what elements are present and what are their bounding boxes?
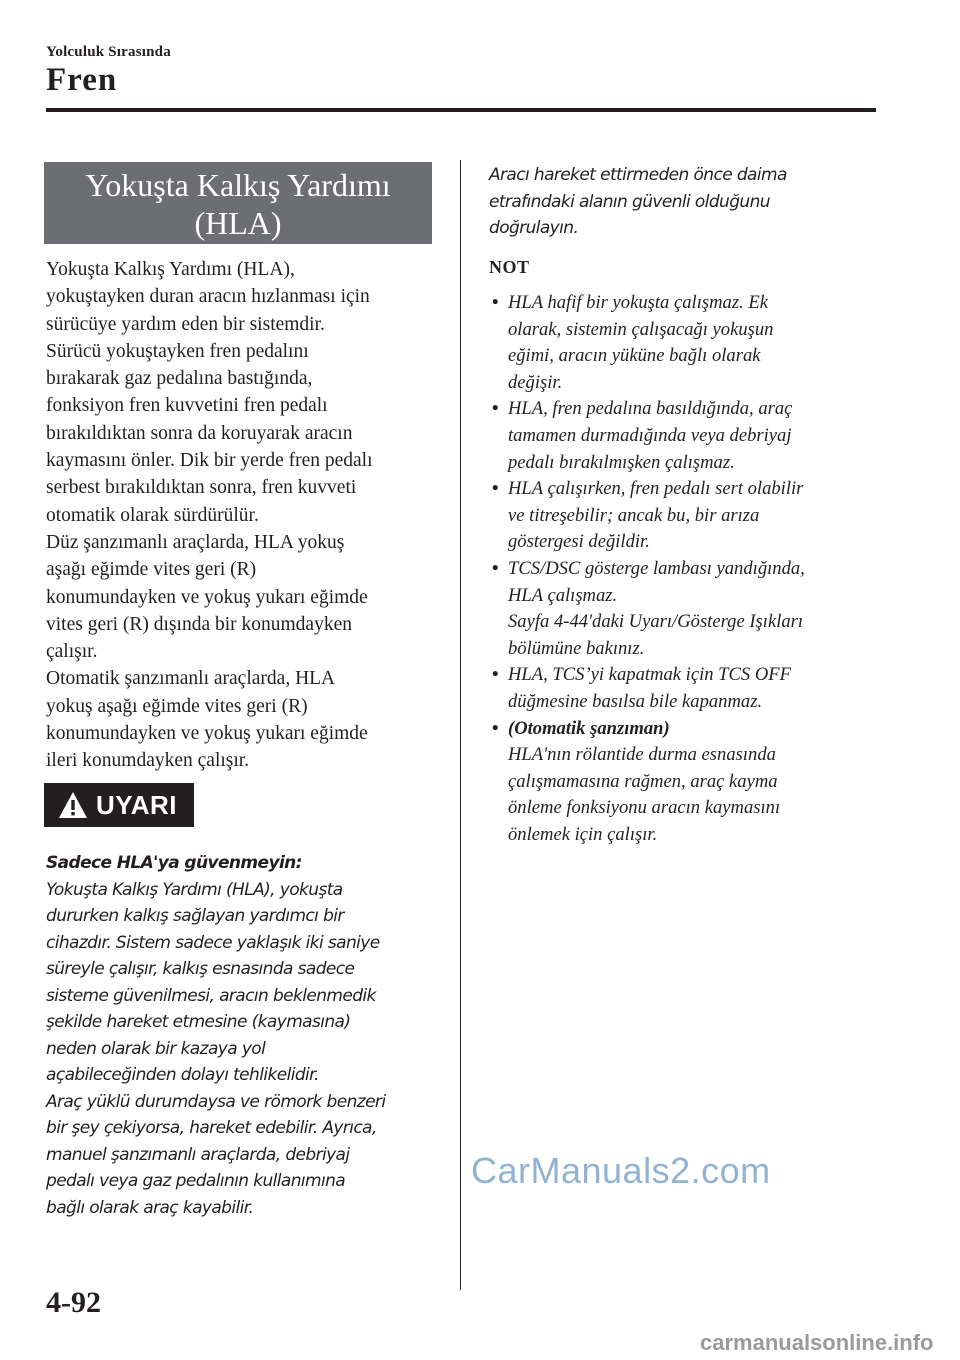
intro-line: çalışır. [46, 641, 98, 663]
note-item [492, 476, 882, 556]
note-item [492, 396, 882, 476]
intro-line: kaymasını önler. Dik bir yerde fren pedalı [46, 450, 373, 472]
note-line: HLA çalışmaz. [508, 584, 618, 606]
intro-line: Yokuşta Kalkış Yardımı (HLA), [46, 259, 295, 280]
section-heading-line: Yokuşta Kalkış Yardımı [85, 167, 391, 203]
page-number: 4-92 [46, 1286, 101, 1319]
intro-line: otomatik olarak sürdürülür. [46, 504, 259, 526]
note-line: HLA çalışırken, fren pedalı sert olabilir [508, 478, 804, 500]
note-line: HLA, TCS’yi kapatmak için TCS OFF [508, 664, 792, 686]
warning-line: süreyle çalışır, kalkış esnasında sadece [46, 959, 355, 979]
intro-line: sürücüye yardım eden bir sistemdir. [46, 313, 325, 335]
note-line: ve titreşebilir; ancak bu, bir arıza [508, 504, 760, 526]
note-line: eğimi, aracın yüküne bağlı olarak [508, 345, 761, 367]
warning-line: pedalı veya gaz pedalının kullanımına [46, 1171, 346, 1191]
note-line: HLA'nın rölantide durma esnasında [508, 744, 776, 766]
note-line: HLA, fren pedalına basıldığında, araç [508, 398, 793, 420]
intro-paragraph [46, 256, 446, 775]
note-line: TCS/DSC gösterge lambası yandığında, [508, 557, 805, 579]
bullet-icon: • [492, 717, 499, 739]
warning-line: Yokuşta Kalkış Yardımı (HLA), yokuşta [46, 879, 343, 900]
intro-line: konumundayken ve yokuş yukarı eğimde [46, 586, 368, 608]
warning-badge [44, 783, 194, 827]
note-line: (Otomatik şanzıman) [508, 717, 670, 739]
note-line: pedalı bırakılmışken çalışmaz. [508, 451, 735, 473]
warning-line: Araç yüklü durumdaysa ve römork benzeri [46, 1091, 386, 1112]
warning-line: etrafındaki alanın güvenli olduğunu [489, 191, 770, 212]
intro-line: konumundayken ve yokuş yukarı eğimde [46, 723, 368, 745]
chapter-title: Fren [46, 62, 118, 98]
intro-line: Otomatik şanzımanlı araçlarda, HLA [46, 668, 336, 690]
intro-line: aşağı eğimde vites geri (R) [46, 559, 257, 581]
warning-line: bir şey çekiyorsa, hareket edebilir. Ayrıca, [46, 1118, 377, 1138]
warning-line: bağlı olarak araç kayabilir. [46, 1197, 254, 1218]
warning-continued-text [489, 162, 869, 242]
note-item [492, 662, 882, 715]
note-line: tamamen durmadığında veya debriyaj [508, 424, 792, 446]
note-line: önleme fonksiyonu aracın kaymasını [508, 797, 781, 819]
note-title: NOT [489, 257, 530, 277]
note-item [492, 716, 882, 849]
intro-line: bırakarak gaz pedalına bastığında, [46, 368, 313, 390]
warning-line: neden olarak bir kazaya yol [46, 1038, 266, 1059]
intro-line: Düz şanzımanlı araçlarda, HLA yokuş [46, 531, 345, 553]
note-list [492, 290, 882, 848]
note-line: değişir. [508, 371, 563, 393]
section-heading-line: (HLA) [194, 205, 282, 241]
intro-line: yokuştayken duran aracın hızlanması için [46, 286, 370, 308]
intro-line: yokuş aşağı eğimde vites geri (R) [46, 695, 308, 717]
note-line: olarak, sistemin çalışacağı yokuşun [508, 318, 774, 340]
note-line: Sayfa 4-44'daki Uyarı/Gösterge Işıkları [508, 611, 804, 633]
warning-line: sisteme güvenilmesi, aracın beklenmedik [46, 985, 376, 1006]
note-item [492, 556, 882, 662]
bullet-icon: • [492, 292, 499, 313]
warning-line: şekilde hareket etmesine (kaymasına) [46, 1012, 351, 1032]
column-divider [460, 160, 461, 1290]
note-line: çalışmamasına rağmen, araç kayma [508, 770, 778, 792]
warning-line: dururken kalkış sağlayan yardımcı bir [46, 906, 344, 926]
intro-line: ileri konumdayken çalışır. [46, 750, 250, 772]
note-item [492, 290, 882, 396]
warning-text [46, 850, 446, 1221]
running-header: Yolculuk Sırasında [46, 44, 171, 60]
warning-line: açabileceğinden dolayı tehlikelidir. [46, 1065, 319, 1085]
warning-line: manuel şanzımanlı araçlarda, debriyaj [46, 1144, 350, 1165]
note-line: düğmesine basılsa bile kapanmaz. [508, 690, 763, 712]
bullet-icon: • [492, 398, 499, 420]
warning-line: Aracı hareket ettirmeden önce daima [489, 165, 787, 185]
intro-line: vites geri (R) dışında bir konumdayken [46, 613, 352, 635]
note-line: bölümüne bakınız. [508, 637, 645, 659]
warning-label: UYARI [96, 789, 178, 820]
bullet-icon: • [492, 557, 499, 579]
warning-line: doğrulayın. [489, 218, 579, 238]
intro-line: serbest bırakıldıktan sonra, fren kuvveti [46, 477, 357, 499]
bullet-icon: • [492, 478, 499, 500]
bullet-icon: • [492, 664, 499, 686]
header-rule [46, 108, 876, 112]
section-heading [44, 162, 432, 244]
warning-triangle-icon [58, 791, 88, 819]
intro-line: bırakıldıktan sonra da koruyarak aracın [46, 422, 353, 444]
note-line: göstergesi değildir. [508, 531, 650, 553]
note-line: HLA hafif bir yokuşta çalışmaz. Ek [508, 292, 768, 313]
footer-site-text: carmanualsonline.info [700, 1330, 934, 1355]
intro-line: fonksiyon fren kuvvetini fren pedalı [46, 395, 328, 417]
warning-title: Sadece HLA'ya güvenmeyin: [46, 853, 302, 873]
warning-line: cihazdır. Sistem sadece yaklaşık iki saniye [46, 932, 380, 953]
note-line: önlemek için çalışır. [508, 823, 658, 845]
watermark: CarManuals2.com [471, 1150, 771, 1191]
intro-line: Sürücü yokuştayken fren pedalını [46, 340, 309, 362]
